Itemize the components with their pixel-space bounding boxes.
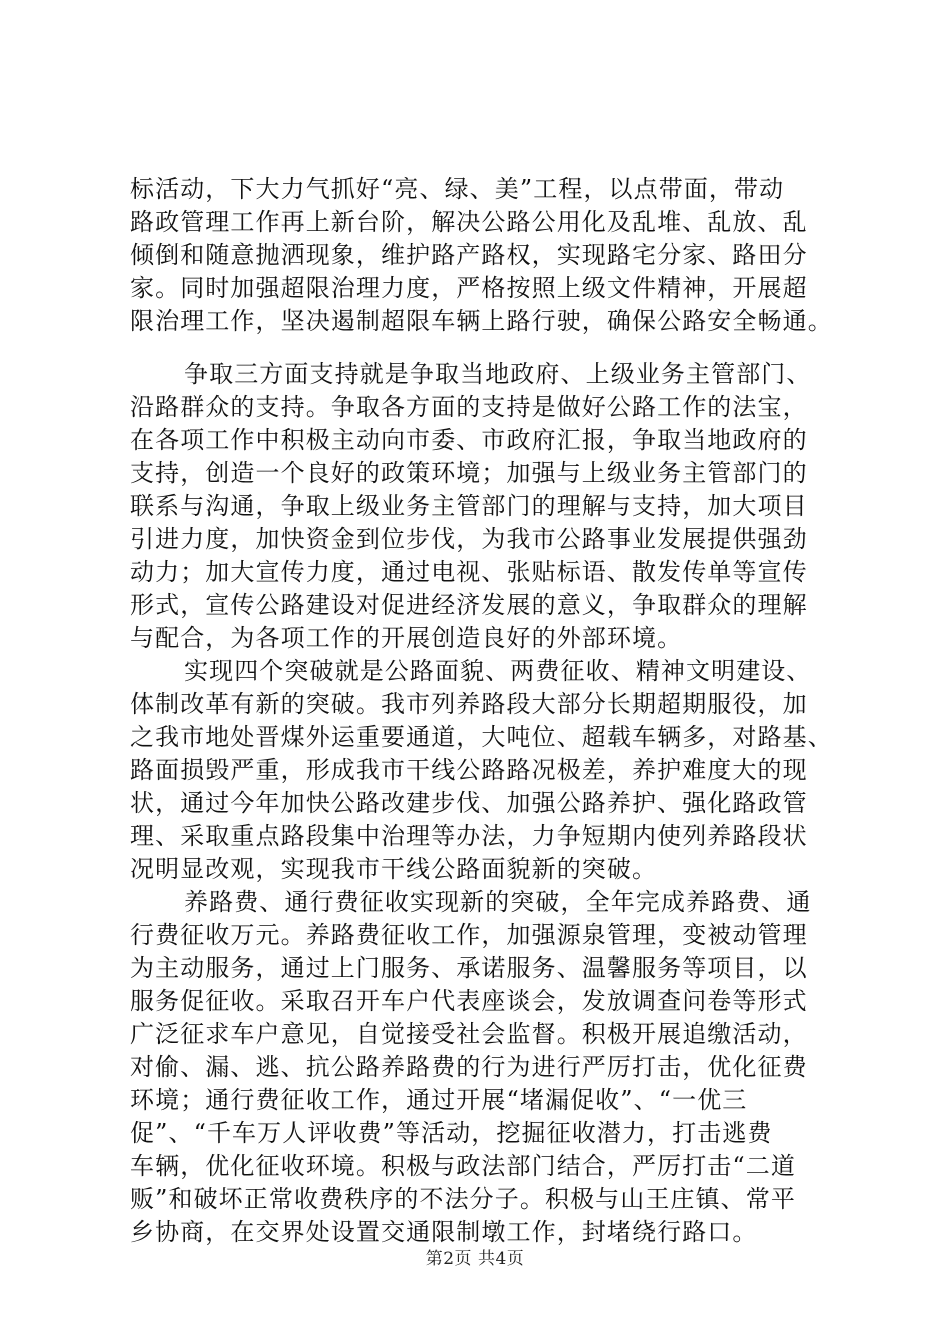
text-line: 养路费、通行费征收实现新的突破，全年完成养路费、通 [184, 888, 812, 916]
text-line: 之我市地处晋煤外运重要通道，大吨位、超载车辆多，对路基、 [130, 723, 833, 751]
paragraph-four-breakthroughs [130, 655, 833, 886]
text-line: 动力；加大宣传力度，通过电视、张贴标语、散发传单等宣传 [130, 558, 808, 586]
text-line: 环境；通行费征收工作，通过开展“堵漏促收”、“一优三 [130, 1086, 748, 1114]
paragraph-three-supports [130, 358, 830, 655]
text-line: 理、采取重点路段集中治理等办法，力争短期内使列养路段状 [130, 822, 808, 850]
text-line: 为主动服务，通过上门服务、承诺服务、温馨服务等项目，以 [130, 954, 808, 982]
text-line: 路政管理工作再上新台阶，解决公路公用化及乱堆、乱放、乱 [130, 208, 808, 236]
paragraph-road-administration [130, 173, 833, 338]
paragraph-fee-collection [130, 886, 830, 1249]
text-line: 在各项工作中积极主动向市委、市政府汇报，争取当地政府的 [130, 426, 808, 454]
text-line: 路面损毁严重，形成我市干线公路路况极差，养护难度大的现 [130, 756, 808, 784]
text-line: 支持，创造一个良好的政策环境；加强与上级业务主管部门的 [130, 459, 808, 487]
text-line: 乡协商，在交界处设置交通限制墩工作，封堵绕行路口。 [130, 1218, 758, 1246]
text-line: 状，通过今年加快公路改建步伐、加强公路养护、强化路政管 [130, 789, 808, 817]
text-line: 贩”和破坏正常收费秩序的不法分子。积极与山王庄镇、常平 [130, 1185, 796, 1213]
text-line: 标活动，下大力气抓好“亮、绿、美”工程，以点带面，带动 [130, 175, 785, 203]
text-line: 车辆，优化征收环境。积极与政法部门结合，严厉打击“二道 [130, 1152, 796, 1180]
text-line: 形式，宣传公路建设对促进经济发展的意义，争取群众的理解 [130, 591, 808, 619]
text-line: 对偷、漏、逃、抗公路养路费的行为进行严厉打击，优化征费 [130, 1053, 808, 1081]
text-line: 沿路群众的支持。争取各方面的支持是做好公路工作的法宝， [130, 393, 808, 421]
text-line: 体制改革有新的突破。我市列养路段大部分长期超期服役，加 [130, 690, 808, 718]
text-line: 引进力度，加快资金到位步伐，为我市公路事业发展提供强劲 [130, 525, 808, 553]
text-line: 家。同时加强超限治理力度，严格按照上级文件精神，开展超 [130, 274, 808, 302]
text-line: 况明显改观，实现我市干线公路面貌新的突破。 [130, 855, 658, 883]
text-line: 与配合，为各项工作的开展创造良好的外部环境。 [130, 624, 683, 652]
text-line: 实现四个突破就是公路面貌、两费征收、精神文明建设、 [184, 657, 812, 685]
text-line: 限治理工作，坚决遏制超限车辆上路行驶，确保公路安全畅通。 [130, 307, 833, 335]
text-line: 促”、“千车万人评收费”等活动，挖掘征收潜力，打击逃费 [130, 1119, 773, 1147]
text-line: 服务促征收。采取召开车户代表座谈会，发放调查问卷等形式 [130, 987, 808, 1015]
text-line: 行费征收万元。养路费征收工作，加强源泉管理，变被动管理 [130, 921, 808, 949]
document-body [130, 358, 833, 1249]
text-line: 广泛征求车户意见，自觉接受社会监督。积极开展追缴活动， [130, 1020, 808, 1048]
text-line: 倾倒和随意抛洒现象，维护路产路权，实现路宅分家、路田分 [130, 241, 808, 269]
page-number-footer: 第2页 共4页 [425, 1249, 525, 1269]
text-line: 争取三方面支持就是争取当地政府、上级业务主管部门、 [184, 360, 812, 388]
text-line: 联系与沟通，争取上级业务主管部门的理解与支持，加大项目 [130, 492, 808, 520]
